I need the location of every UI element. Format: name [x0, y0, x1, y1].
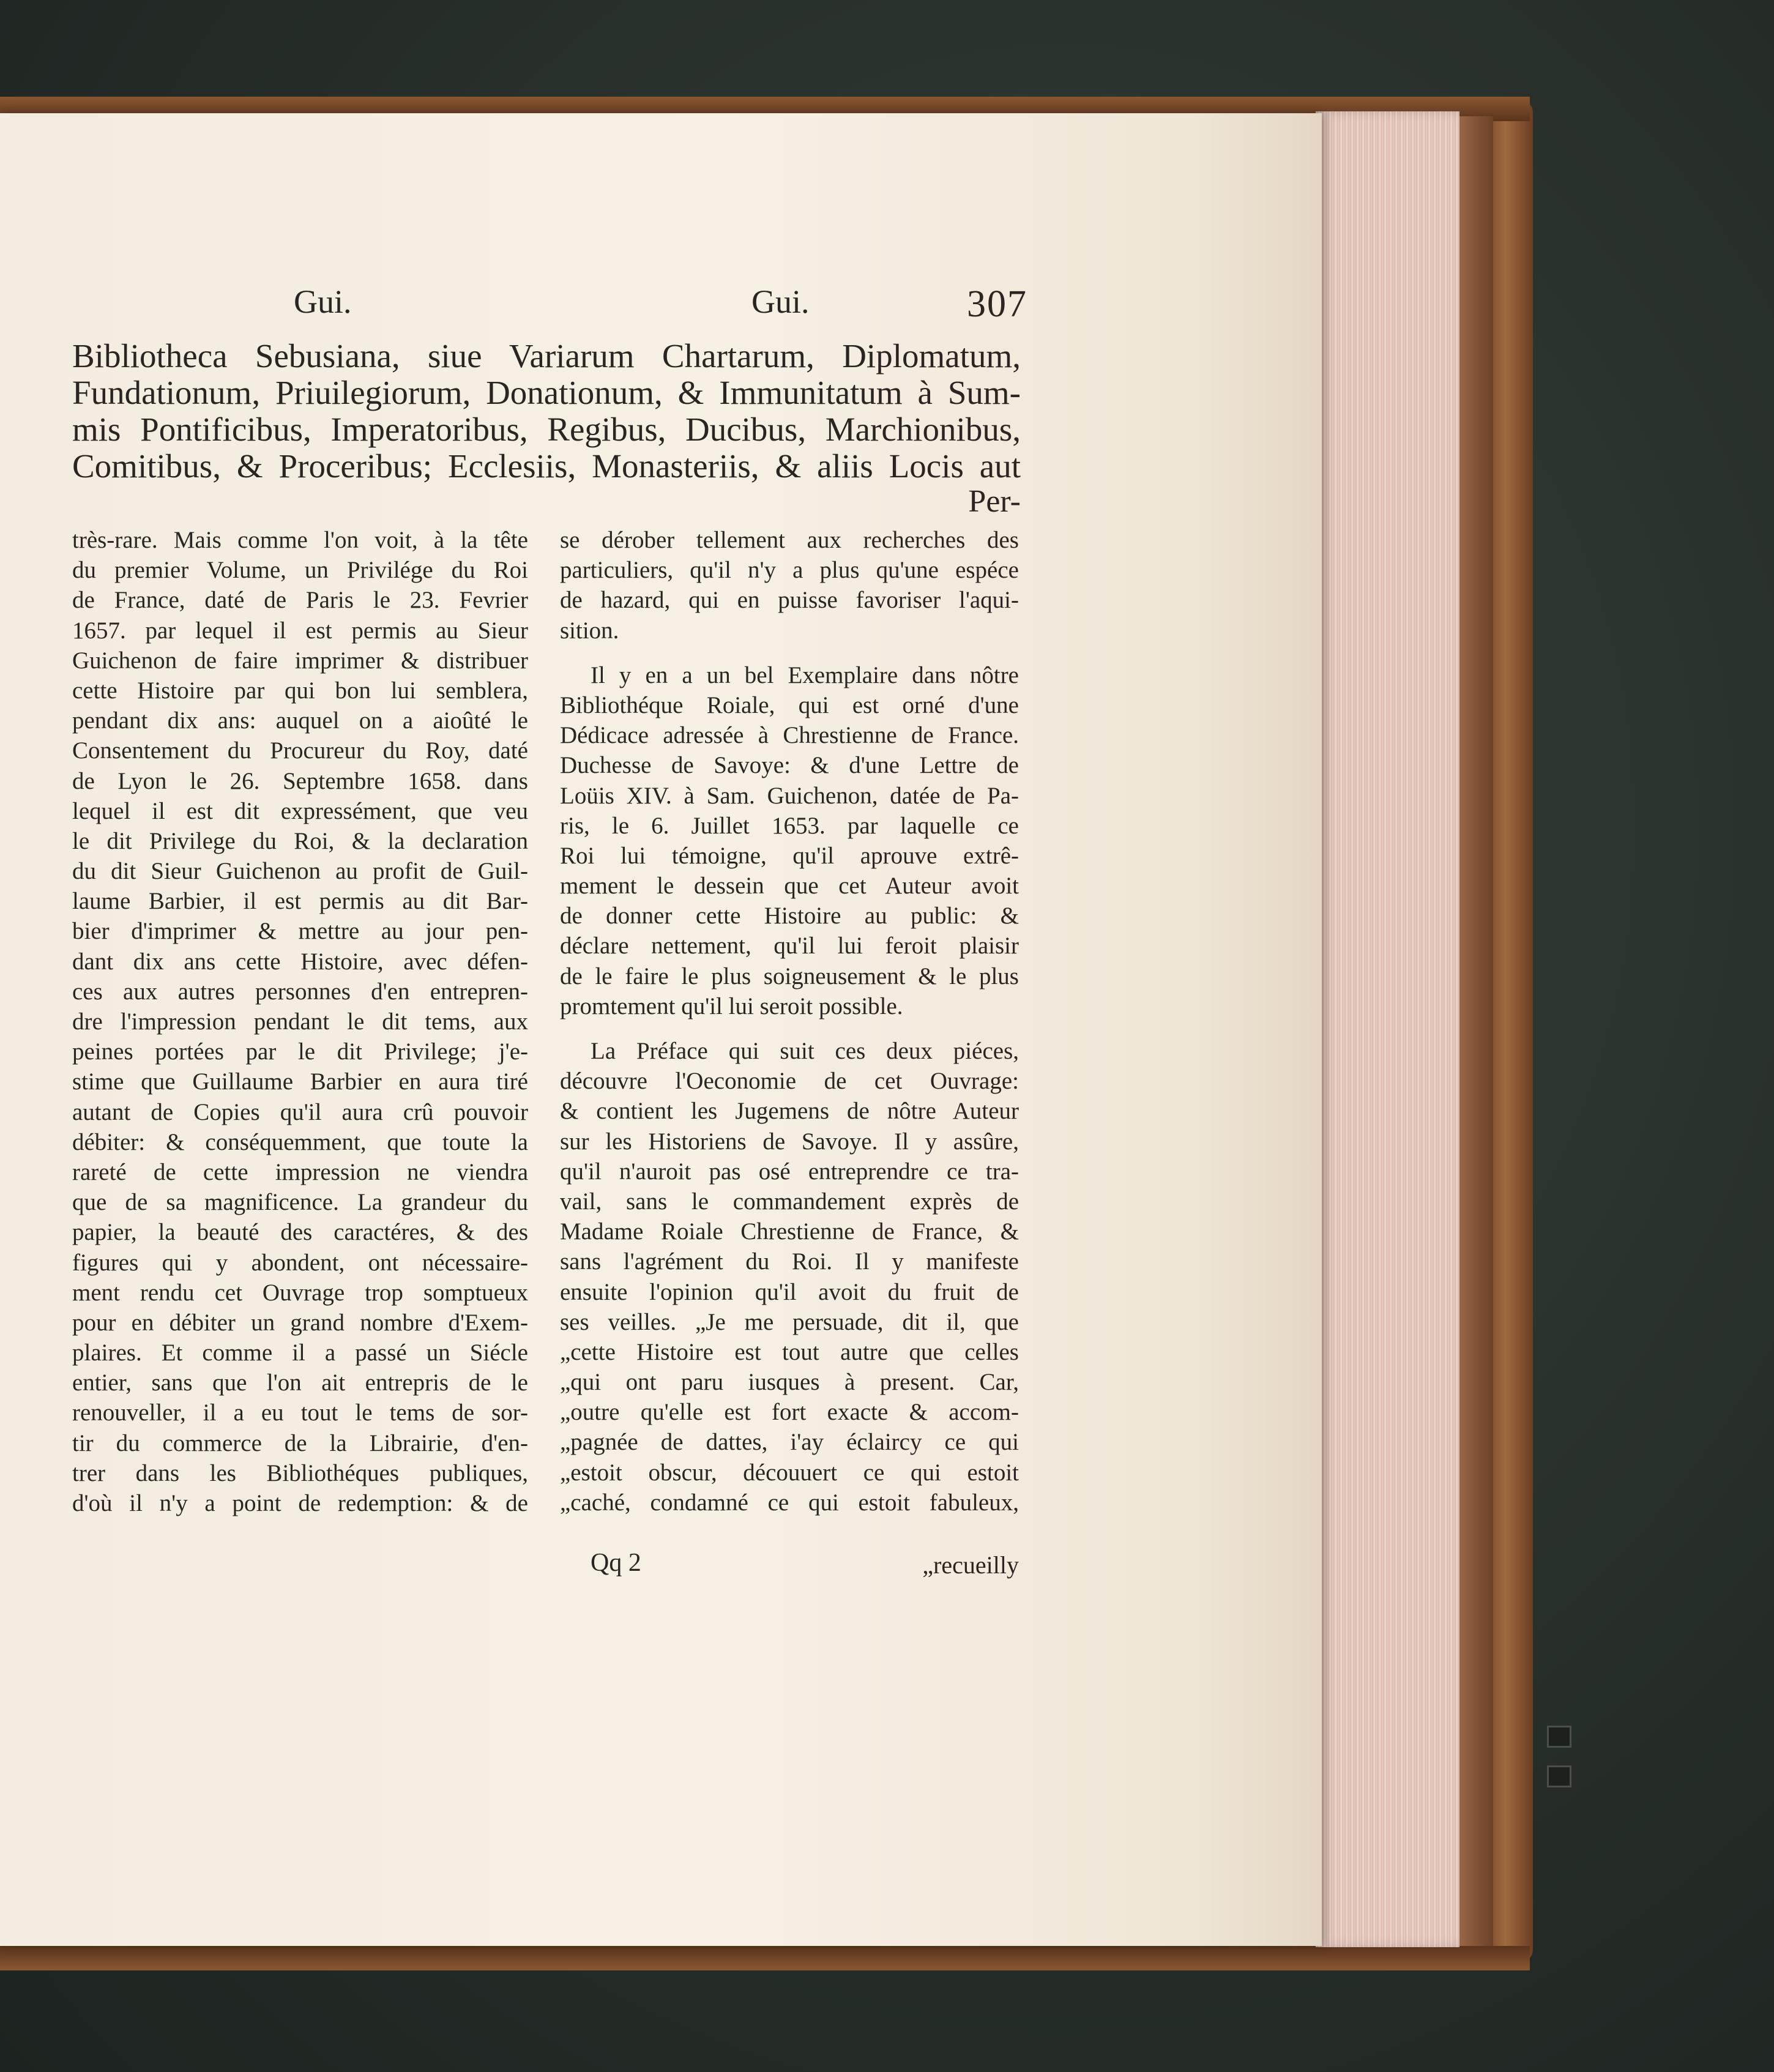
running-head-left: Gui. — [294, 283, 352, 320]
text-line: pendant dix ans: auquel on a aioûté le — [72, 707, 528, 734]
title-line: Bibliotheca Sebusiana, siue Variarum Chartarum, Diplomatum, — [72, 337, 1021, 375]
right-column — [560, 525, 1019, 1518]
book-cover-spine — [1487, 101, 1533, 1961]
text-line: de hazard, qui en puisse favoriser l'aqui- — [560, 587, 1019, 614]
text-line: Duchesse de Savoye: & d'une Lettre de — [560, 752, 1019, 779]
text-line: Guichenon de faire imprimer & distribuer — [72, 647, 528, 674]
catchword-top: Per- — [968, 484, 1021, 519]
text-line: ensuite l'opinion qu'il avoit du fruit de — [560, 1278, 1019, 1305]
text-line: très-rare. Mais comme l'on voit, à la tête — [72, 527, 528, 553]
text-line: sur les Historiens de Savoye. Il y assûre, — [560, 1128, 1019, 1155]
text-line: lequel il est dit expressément, que veu — [72, 797, 528, 824]
text-line: ces aux autres personnes d'en entrepren- — [72, 978, 528, 1005]
page-number: 307 — [967, 283, 1027, 325]
text-line: Madame Roiale Chrestienne de France, & — [560, 1218, 1019, 1245]
text-line: déclare nettement, qu'il lui feroit plaisir — [560, 933, 1019, 960]
text-line: papier, la beauté des caractéres, & des — [72, 1219, 528, 1246]
text-line: „qui ont paru iusques à present. Car, — [560, 1369, 1019, 1396]
text-line: promtement qu'il lui seroit possible. — [560, 993, 903, 1019]
text-line: se dérober tellement aux recherches des — [560, 527, 1019, 553]
text-line: tir du commerce de la Librairie, d'en- — [72, 1429, 528, 1456]
text-line: du premier Volume, un Privilége du Roi — [72, 557, 528, 584]
text-line: ris, le 6. Juillet 1653. par laquelle ce — [560, 812, 1019, 839]
text-line: sans l'agrément du Roi. Il y manifeste — [560, 1248, 1019, 1275]
text-line: entier, sans que l'on ait entrepris de le — [72, 1370, 528, 1396]
running-head-center: Gui. — [751, 283, 810, 320]
text-line: renouveller, il a eu tout le tems de sor- — [72, 1399, 528, 1426]
text-line: Dédicace adressée à Chrestienne de France. — [560, 722, 1019, 749]
text-line: ment rendu cet Ouvrage trop somptueux — [72, 1279, 528, 1306]
clasp-mark — [1547, 1726, 1571, 1748]
text-line: de donner cette Histoire au public: & — [560, 903, 1019, 930]
text-line: Loüis XIV. à Sam. Guichenon, datée de Pa- — [560, 782, 1019, 809]
text-line: La Préface qui suit ces deux piéces, — [591, 1038, 1019, 1064]
text-line: dre l'impression pendant le dit tems, aux — [72, 1008, 528, 1035]
text-line: 1657. par lequel il est permis au Sieur — [72, 617, 528, 644]
text-line: plaires. Et comme il a passé un Siécle — [72, 1340, 528, 1366]
text-line: de le faire le plus soigneusement & le plus — [560, 963, 1019, 989]
text-line: & contient les Jugemens de nôtre Auteur — [560, 1098, 1019, 1125]
text-line: laume Barbier, il est permis au dit Bar- — [72, 888, 528, 915]
text-line: dant dix ans cette Histoire, avec défen- — [72, 948, 528, 975]
text-line: peines portées par le dit Privilege; j'e- — [72, 1038, 528, 1065]
book-cover-bottom-edge — [0, 1946, 1530, 1970]
page-edges — [1316, 111, 1459, 1947]
title-line: mis Pontificibus, Imperatoribus, Regibus, Ducibus, Marchionibus, — [72, 411, 1021, 448]
text-line: Bibliothéque Roiale, qui est orné d'une — [560, 691, 1019, 718]
title-line: Comitibus, & Proceribus; Ecclesiis, Monasteriis, & aliis Locis aut — [72, 447, 1021, 485]
signature-mark: Qq 2 — [591, 1549, 641, 1577]
text-line: bier d'imprimer & mettre au jour pen- — [72, 918, 528, 945]
title-line: Fundationum, Priuilegiorum, Donationum, & Immunitatum à Sum- — [72, 374, 1021, 411]
text-line: le dit Privilege du Roi, & la declaration — [72, 827, 528, 854]
text-line: cette Histoire par qui bon lui semblera, — [72, 677, 528, 704]
text-line: „caché, condamné ce qui estoit fabuleux, — [560, 1489, 1019, 1516]
text-line: Roi lui témoigne, qu'il aprouve extrê- — [560, 842, 1019, 869]
text-line: d'où il n'y a point de redemption: & de — [72, 1490, 528, 1516]
left-column — [72, 525, 528, 1518]
text-line: pour en débiter un grand nombre d'Exem- — [72, 1309, 528, 1336]
text-line: Il y en a un bel Exemplaire dans nôtre — [591, 661, 1019, 688]
text-line: particuliers, qu'il n'y a plus qu'une espéce — [560, 557, 1019, 584]
text-line: trer dans les Bibliothéques publiques, — [72, 1459, 528, 1486]
text-line: figures qui y abondent, ont nécessaire- — [72, 1249, 528, 1276]
text-line: découvre l'Oeconomie de cet Ouvrage: — [560, 1068, 1019, 1095]
clasp-mark — [1547, 1765, 1571, 1787]
text-line: „estoit obscur, découuert ce qui estoit — [560, 1459, 1019, 1486]
text-line: de Lyon le 26. Septembre 1658. dans — [72, 767, 528, 794]
text-line: „cette Histoire est tout autre que celles — [560, 1338, 1019, 1365]
text-line: débiter: & conséquemment, que toute la — [72, 1128, 528, 1155]
text-line: du dit Sieur Guichenon au profit de Guil- — [72, 858, 528, 885]
text-line: stime que Guillaume Barbier en aura tiré — [72, 1068, 528, 1095]
text-line: que de sa magnificence. La grandeur du — [72, 1189, 528, 1216]
text-line: Consentement du Procureur du Roy, daté — [72, 737, 528, 764]
catchword-bottom: „recueilly — [922, 1551, 1019, 1579]
page-block-shade — [1456, 116, 1493, 1946]
text-line: vail, sans le commandement exprès de — [560, 1188, 1019, 1215]
text-line: de France, daté de Paris le 23. Fevrier — [72, 587, 528, 614]
text-line: ses veilles. „Je me persuade, dit il, que — [560, 1308, 1019, 1335]
text-line: qu'il n'auroit pas osé entreprendre ce tra- — [560, 1158, 1019, 1185]
text-line: autant de Copies qu'il aura crû pouvoir — [72, 1098, 528, 1125]
text-line: mement le dessein que cet Auteur avoit — [560, 873, 1019, 900]
text-line: „outre qu'elle est fort exacte & accom- — [560, 1399, 1019, 1426]
text-line: „pagnée de dattes, i'ay éclaircy ce qui — [560, 1429, 1019, 1456]
text-line: rareté de cette impression ne viendra — [72, 1158, 528, 1185]
text-line: sition. — [560, 617, 619, 644]
